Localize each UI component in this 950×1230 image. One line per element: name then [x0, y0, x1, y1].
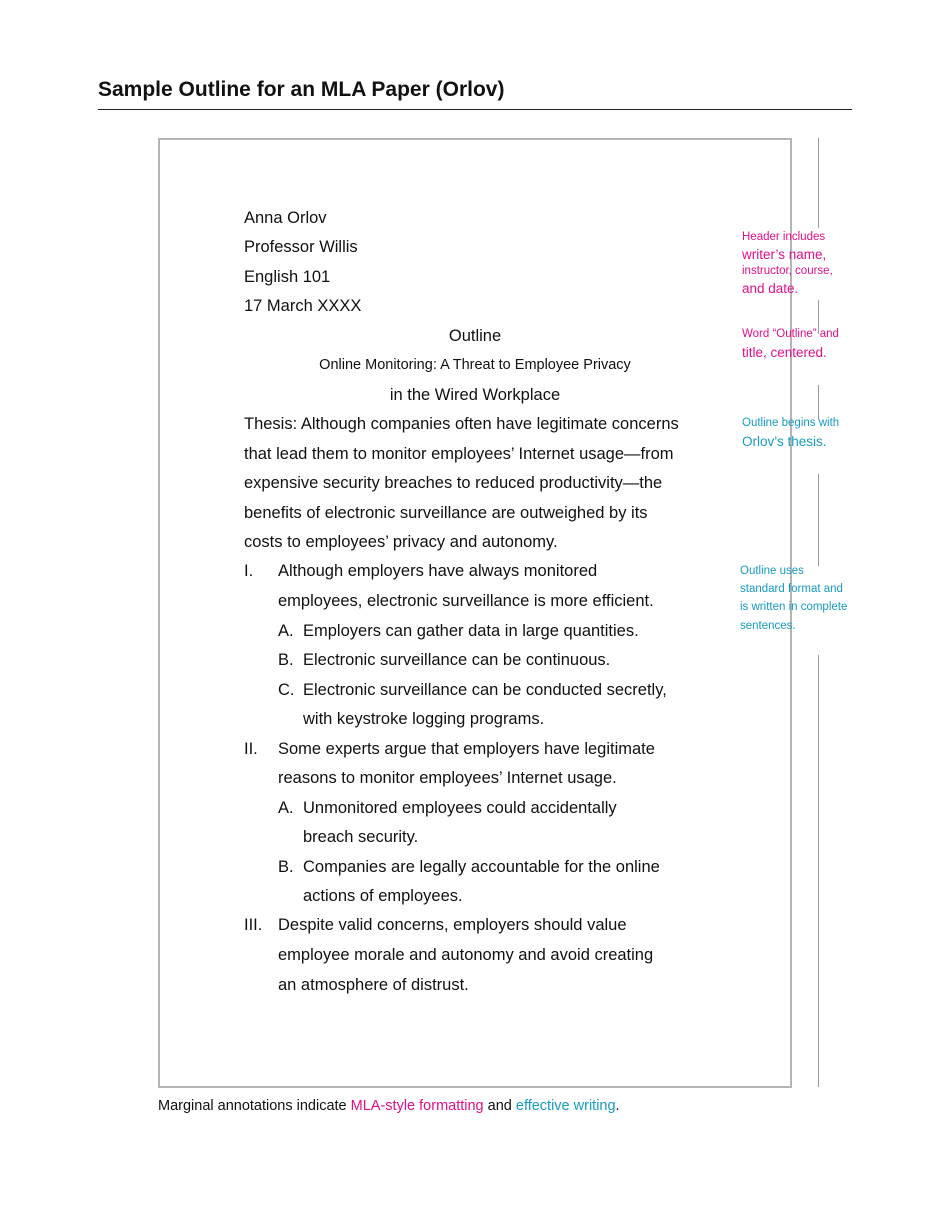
- annotation-text: writer’s name,: [742, 247, 827, 262]
- outline-subpoint-line: actions of employees.: [303, 887, 463, 905]
- outline-subpoint-line: with keystroke logging programs.: [303, 710, 545, 728]
- thesis-line: expensive security breaches to reduced productivity—the: [244, 474, 663, 492]
- footer-prefix: Marginal annotations indicate: [158, 1098, 351, 1114]
- thesis-line: that lead them to monitor employees’ Internet usage—from: [244, 445, 674, 463]
- legend-effective-writing: effective writing: [515, 1098, 616, 1114]
- annotation-line: [818, 655, 819, 1087]
- document-title: Sample Outline for an MLA Paper (Orlov): [98, 78, 505, 101]
- legend-mla-formatting: MLA-style formatting: [350, 1098, 484, 1114]
- outline-letter: B.: [278, 651, 294, 669]
- annotation-text: Orlov’s thesis.: [742, 434, 827, 449]
- annotation-text: Word “Outline” and: [742, 328, 839, 340]
- annotation-text: and date.: [742, 281, 799, 296]
- footer-suffix: .: [615, 1098, 620, 1114]
- thesis-line: Thesis: Although companies often have legitimate concerns: [244, 415, 679, 433]
- annotation-text: standard format and: [740, 583, 843, 595]
- outline-subpoint-line: Electronic surveillance can be continuous.: [303, 651, 611, 669]
- outline-letter: B.: [278, 858, 294, 876]
- annotation-text: title, centered.: [742, 345, 827, 360]
- annotation-text: instructor, course,: [742, 265, 833, 277]
- header-date: 17 March XXXX: [244, 297, 362, 315]
- outline-letter: A.: [278, 799, 294, 817]
- title-rule: [98, 109, 852, 110]
- outline-point-line: Despite valid concerns, employers should value: [278, 916, 627, 934]
- outline-point-line: reasons to monitor employees’ Internet usage.: [278, 769, 617, 787]
- header-professor: Professor Willis: [244, 238, 358, 256]
- outline-numeral: III.: [244, 916, 263, 934]
- outline-point-line: employees, electronic surveillance is more efficient.: [278, 592, 654, 610]
- outline-point-line: employee morale and autonomy and avoid creating: [278, 946, 654, 964]
- outline-numeral: II.: [244, 740, 258, 758]
- thesis-line: costs to employees’ privacy and autonomy.: [244, 533, 558, 551]
- outline-subpoint-line: breach security.: [303, 828, 419, 846]
- annotation-text: is written in complete: [740, 601, 848, 613]
- header-course: English 101: [244, 268, 331, 286]
- outline-point-line: an atmosphere of distrust.: [278, 976, 469, 994]
- annotation-text: sentences.: [740, 620, 796, 632]
- outline-numeral: I.: [244, 562, 254, 580]
- outline-subpoint-line: Companies are legally accountable for the online: [303, 858, 660, 876]
- annotation-text: Outline begins with: [742, 417, 840, 429]
- outline-letter: A.: [278, 622, 294, 640]
- annotation-text: Outline uses: [740, 565, 804, 577]
- footer-mid: and: [483, 1098, 516, 1114]
- outline-heading: Outline: [448, 327, 502, 345]
- thesis-line: benefits of electronic surveillance are outweighed by its: [244, 504, 648, 522]
- outline-subpoint-line: Electronic surveillance can be conducted secretly,: [303, 681, 667, 699]
- outline-point-line: Although employers have always monitored: [278, 562, 598, 580]
- header-name: Anna Orlov: [244, 209, 327, 227]
- annotation-line: [818, 138, 819, 228]
- paper-title-line-2: in the Wired Workplace: [389, 386, 561, 404]
- outline-point-line: Some experts argue that employers have legitimate: [278, 740, 655, 758]
- outline-letter: C.: [278, 681, 295, 699]
- paper-title-line-1: Online Monitoring: A Threat to Employee Privacy: [319, 357, 631, 373]
- footer-legend: [158, 1098, 620, 1114]
- annotation-line: [818, 474, 819, 566]
- outline-subpoint-line: Unmonitored employees could accidentally: [303, 799, 617, 817]
- annotation-text: Header includes: [742, 231, 826, 243]
- outline-subpoint-line: Employers can gather data in large quantities.: [303, 622, 639, 640]
